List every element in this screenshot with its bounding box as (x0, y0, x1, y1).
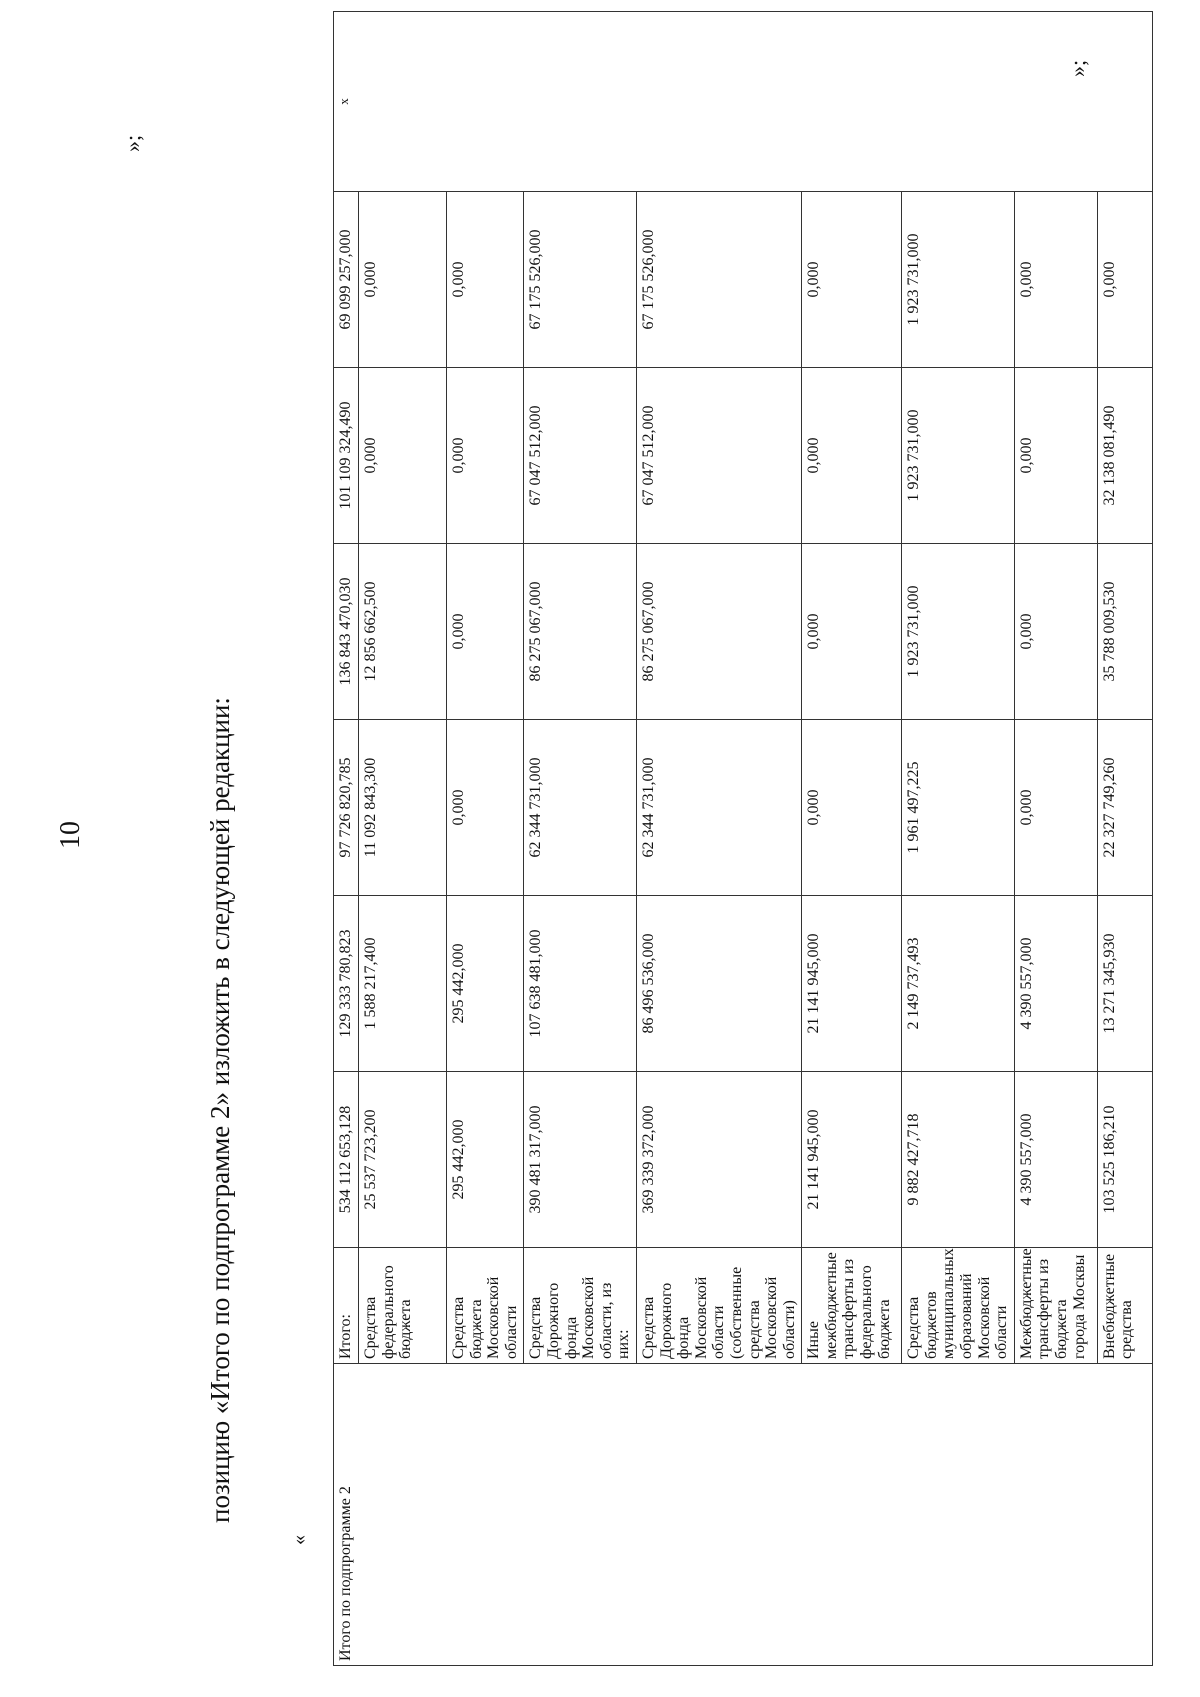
amount-cell: 0,000 (359, 192, 447, 368)
amount-cell: 86 275 067,000 (524, 544, 637, 720)
opening-quote: « (288, 1535, 310, 1545)
amount-cell: 67 175 526,000 (636, 192, 801, 368)
amount-cell: 136 843 470,030 (334, 544, 359, 720)
amount-cell: 11 092 843,300 (359, 720, 447, 896)
amount-cell: 0,000 (359, 368, 447, 544)
amount-cell: 86 275 067,000 (636, 544, 801, 720)
amount-cell: 12 856 662,500 (359, 544, 447, 720)
funding-source-label: Итого: (334, 1248, 359, 1364)
amount-cell: 67 047 512,000 (524, 368, 637, 544)
table-body (334, 12, 1153, 1666)
amount-cell: 0,000 (1014, 544, 1097, 720)
amount-cell: 1 923 731,000 (902, 368, 1015, 544)
amount-cell: 21 141 945,000 (802, 896, 902, 1072)
amount-cell: 86 496 536,000 (636, 896, 801, 1072)
amount-cell: 0,000 (802, 720, 902, 896)
amount-cell: 0,000 (447, 192, 524, 368)
funding-source-label: Внебюджетные средства (1097, 1248, 1152, 1364)
section-label-cell: Итого по подпрограмме 2 (334, 1364, 1153, 1666)
amount-cell: 0,000 (1014, 368, 1097, 544)
amount-cell: 390 481 317,000 (524, 1072, 637, 1248)
closing-quote-top: »; (120, 134, 145, 152)
instruction-text: позицию «Итого по подпрограмме 2» изложить в следующей редакции: (205, 697, 235, 1523)
amount-cell: 4 390 557,000 (1014, 896, 1097, 1072)
amount-cell: 97 726 820,785 (334, 720, 359, 896)
amount-cell: 0,000 (1014, 192, 1097, 368)
amount-cell: 295 442,000 (447, 896, 524, 1072)
funding-source-label: Средства бюджета Московской области (447, 1248, 524, 1364)
amount-cell: 369 339 372,000 (636, 1072, 801, 1248)
page-number: 10 (55, 821, 86, 849)
budget-table (333, 11, 1153, 1666)
amount-cell: 1 923 731,000 (902, 544, 1015, 720)
amount-cell: 1 588 217,400 (359, 896, 447, 1072)
amount-cell: 22 327 749,260 (1097, 720, 1152, 896)
amount-cell: 0,000 (802, 368, 902, 544)
amount-cell: 534 112 653,128 (334, 1072, 359, 1248)
funding-source-label: Иные межбюджетные трансферты из федерального бюджета (802, 1248, 902, 1364)
amount-cell: 0,000 (1097, 192, 1152, 368)
amount-cell: 67 175 526,000 (524, 192, 637, 368)
amount-cell: 32 138 081,490 (1097, 368, 1152, 544)
closing-quote-bottom: »; (1065, 59, 1090, 77)
amount-cell: 295 442,000 (447, 1072, 524, 1248)
table-row (334, 12, 359, 1666)
amount-cell: 0,000 (447, 544, 524, 720)
funding-source-label: Средства Дорожного фонда Московской области (собственные средства Московской области) (636, 1248, 801, 1364)
amount-cell: 101 109 324,490 (334, 368, 359, 544)
amount-cell: 1 961 497,225 (902, 720, 1015, 896)
funding-source-label: Средства федерального бюджета (359, 1248, 447, 1364)
x-mark-cell: x (334, 12, 1153, 192)
amount-cell: 2 149 737,493 (902, 896, 1015, 1072)
amount-cell: 69 099 257,000 (334, 192, 359, 368)
amount-cell: 0,000 (1014, 720, 1097, 896)
amount-cell: 1 923 731,000 (902, 192, 1015, 368)
amount-cell: 0,000 (802, 544, 902, 720)
amount-cell: 62 344 731,000 (636, 720, 801, 896)
amount-cell: 107 638 481,000 (524, 896, 637, 1072)
amount-cell: 35 788 009,530 (1097, 544, 1152, 720)
amount-cell: 0,000 (447, 368, 524, 544)
amount-cell: 67 047 512,000 (636, 368, 801, 544)
amount-cell: 9 882 427,718 (902, 1072, 1015, 1248)
amount-cell: 25 537 723,200 (359, 1072, 447, 1248)
amount-cell: 13 271 345,930 (1097, 896, 1152, 1072)
funding-source-label: Средства бюджетов муниципальных образований Московской области (902, 1248, 1015, 1364)
amount-cell: 129 333 780,823 (334, 896, 359, 1072)
amount-cell: 103 525 186,210 (1097, 1072, 1152, 1248)
amount-cell: 62 344 731,000 (524, 720, 637, 896)
amount-cell: 4 390 557,000 (1014, 1072, 1097, 1248)
amount-cell: 0,000 (802, 192, 902, 368)
amount-cell: 0,000 (447, 720, 524, 896)
funding-source-label: Межбюджетные трансферты из бюджета города Москвы (1014, 1248, 1097, 1364)
funding-source-label: Средства Дорожного фонда Московской области, из них: (524, 1248, 637, 1364)
amount-cell: 21 141 945,000 (802, 1072, 902, 1248)
